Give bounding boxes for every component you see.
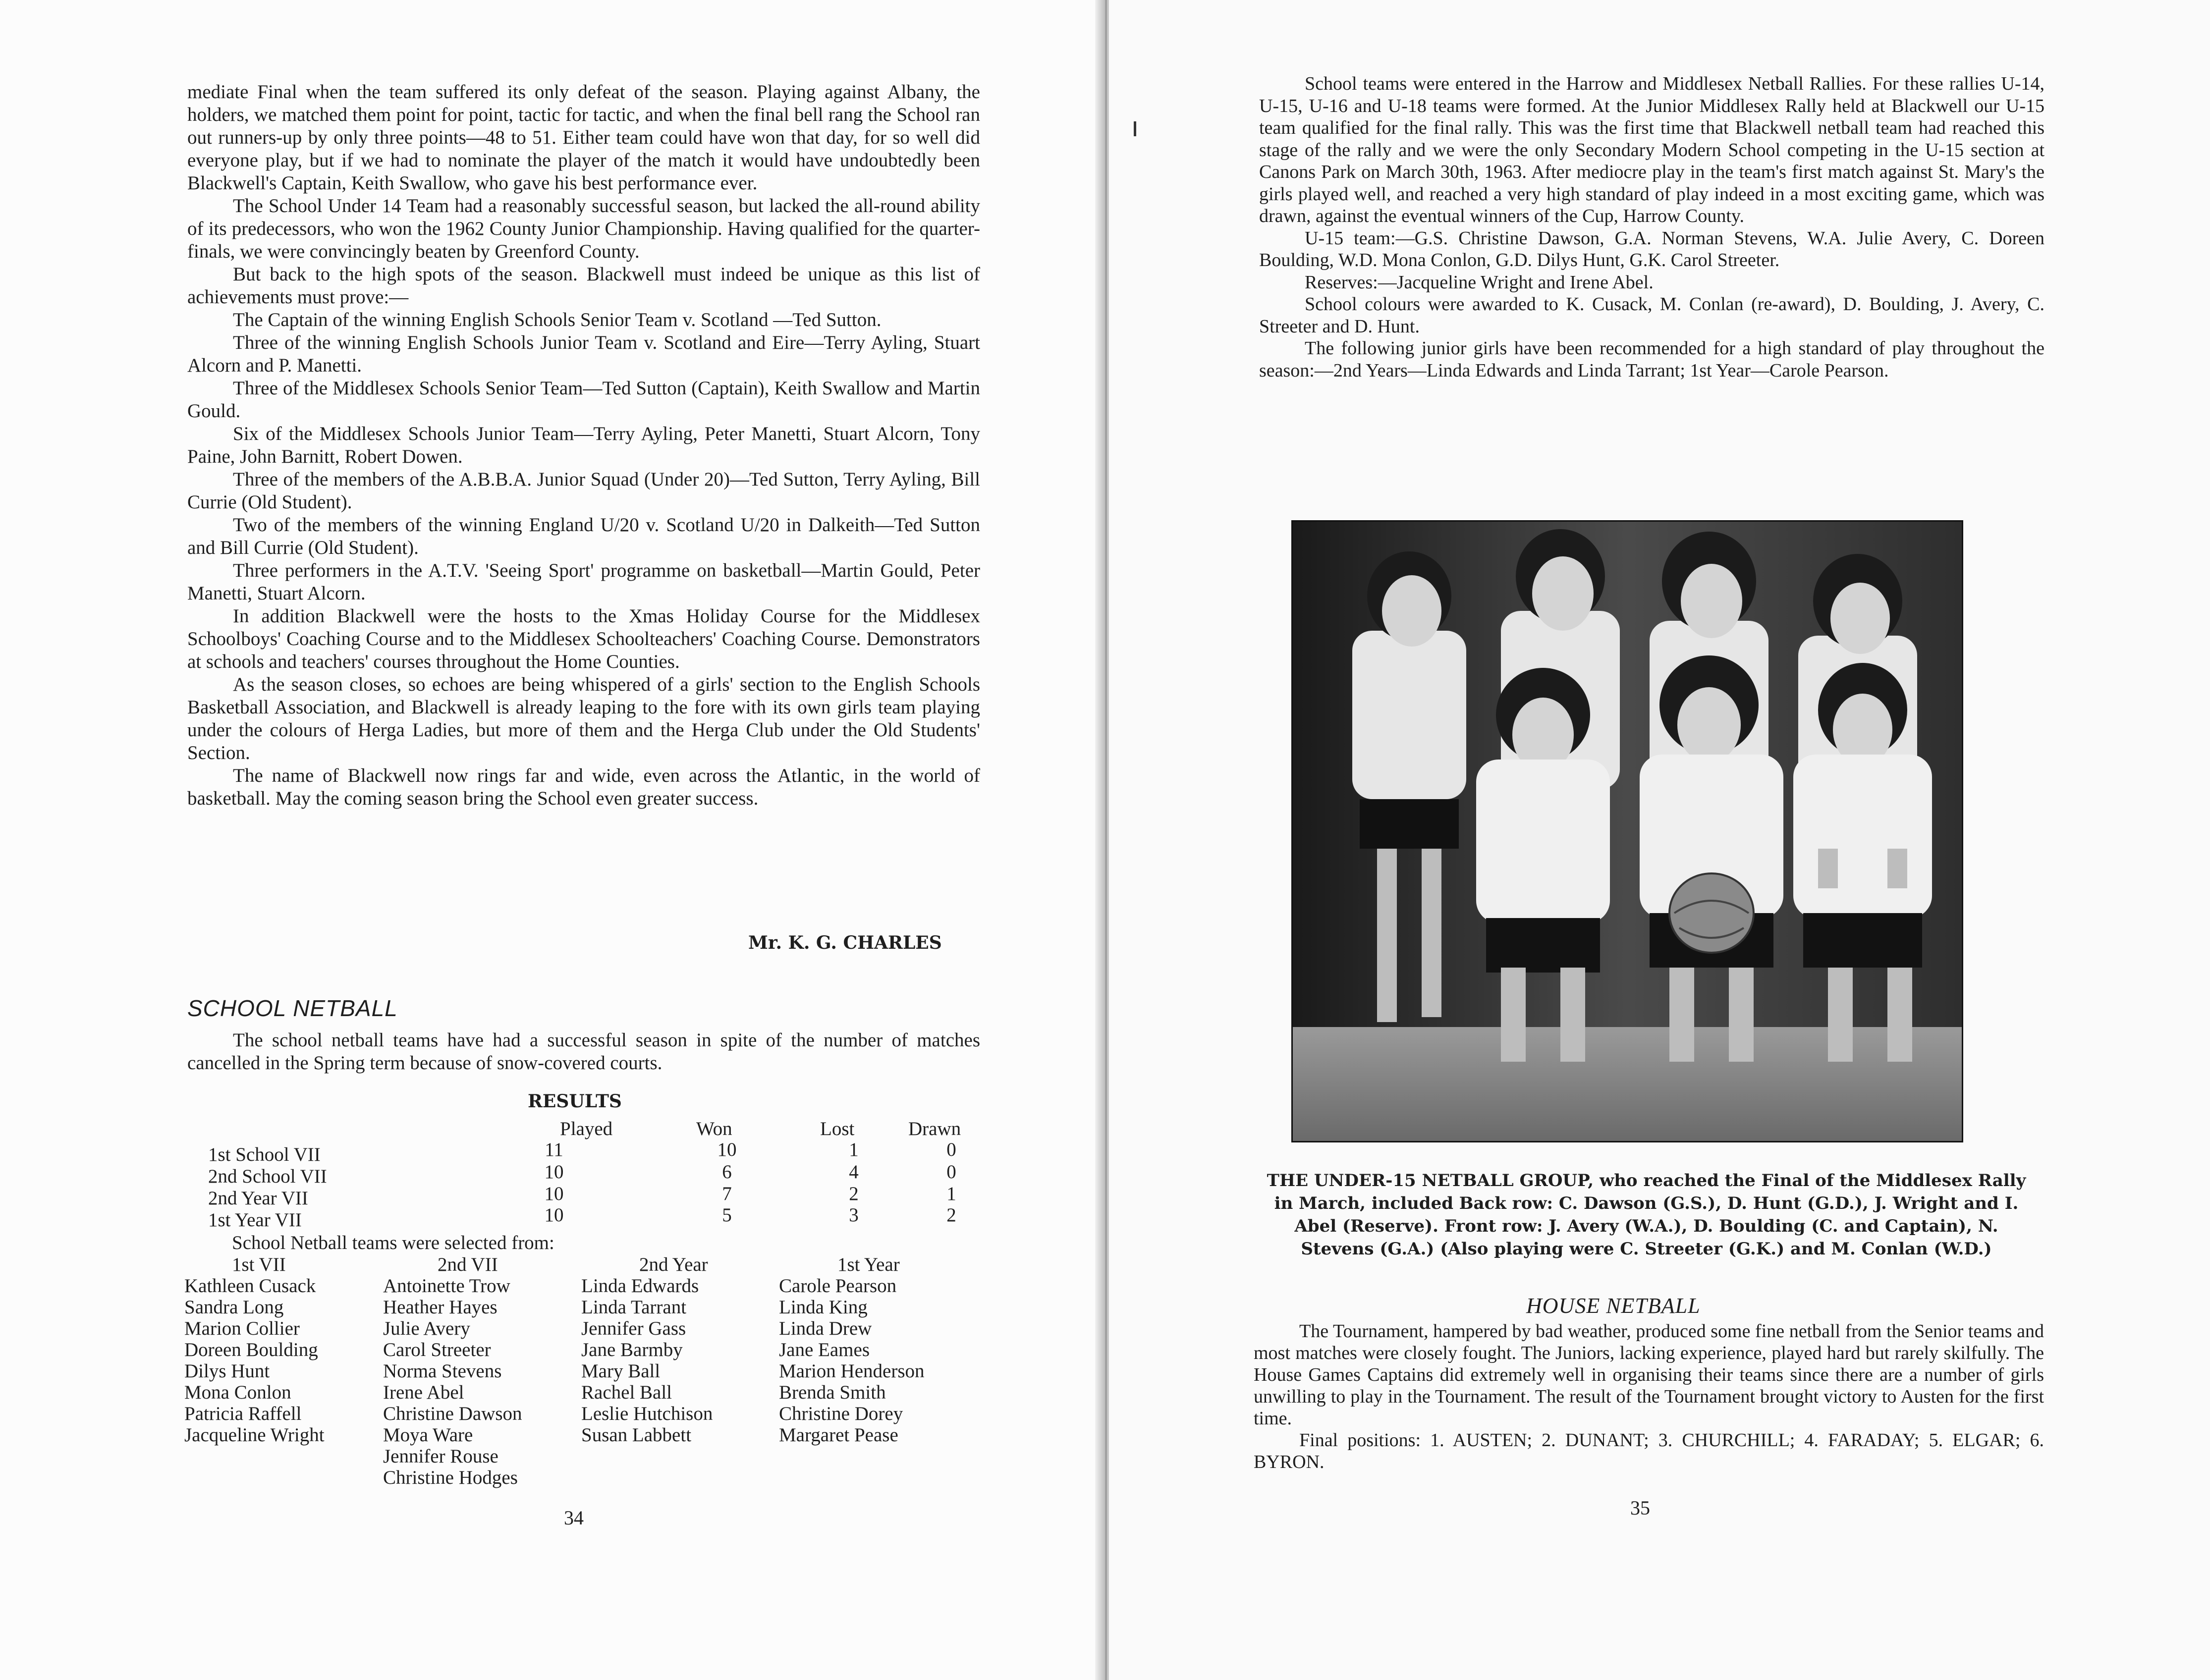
list-item: Antoinette Trow: [383, 1275, 510, 1297]
paragraph: Six of the Middlesex Schools Junior Team—Terry Ayling, Peter Manetti, Stuart Alcorn, Tony Paine, John Barnitt, Robert Dowen.: [187, 423, 980, 467]
teams-intro: School Netball teams were selected from:: [232, 1232, 554, 1253]
paragraph: The Tournament, hampered by bad weather, produced some fine netball from the Senior teams and most matches were closely fought. The Juniors, lacking experience, played hard but rarely skilfully. The House Games Captains did extremely well in organising their teams since there are a number of girls unwilling to play in the Tournament. The result of the Tournament brought victory to Austen for the first time.: [1254, 1321, 2044, 1429]
list-item: Mary Ball: [581, 1360, 661, 1382]
paragraph: U-15 team:—G.S. Christine Dawson, G.A. Norman Stevens, W.A. Julie Avery, C. Doreen Boulding, W.D. Mona Conlon, G.D. Dilys Hunt, G.K. Carol Streeter.: [1259, 227, 2044, 271]
results-won: 10: [717, 1139, 737, 1160]
list-item: Linda Drew: [779, 1318, 872, 1339]
results-team: 2nd School VII: [208, 1166, 327, 1187]
paragraph: As the season closes, so echoes are being whispered of a girls' section to the English Schools Basketball Association, and Blackwell is already leaping to the fore with its own girls team playing under the colours of Herga Ladies, but more of them and the Herga Club under the Old Students' Section.: [187, 674, 980, 763]
list-item: Patricia Raffell: [184, 1403, 302, 1424]
results-won: 5: [722, 1204, 732, 1226]
paragraph: Three of the Middlesex Schools Senior Team—Ted Sutton (Captain), Keith Swallow and Martin Gould.: [187, 378, 980, 422]
team-list-2nd-year: [581, 1275, 713, 1446]
results-lost: 4: [849, 1161, 859, 1183]
results-lost: 1: [849, 1139, 859, 1160]
team-list-1st-vii: [184, 1275, 325, 1446]
list-item: Doreen Boulding: [184, 1339, 318, 1360]
paragraph: The school netball teams have had a successful season in spite of the number of matches cancelled in the Spring term because of snow-covered courts.: [187, 1030, 980, 1074]
results-header-won: Won: [696, 1118, 732, 1139]
team-list-1st-year: [779, 1275, 925, 1446]
results-team: 1st School VII: [208, 1144, 321, 1165]
list-item: Christine Hodges: [383, 1467, 518, 1488]
list-item: Dilys Hunt: [184, 1360, 270, 1382]
list-item: Margaret Pease: [779, 1424, 898, 1446]
paragraph: But back to the high spots of the season. Blackwell must indeed be unique as this list of achievements must prove:—: [187, 264, 980, 308]
scan-speck: [1134, 121, 1136, 136]
netball-intro: [187, 1029, 980, 1075]
results-team: 2nd Year VII: [208, 1188, 308, 1209]
paragraph: Final positions: 1. AUSTEN; 2. DUNANT; 3. CHURCHILL; 4. FARADAY; 5. ELGAR; 6. BYRON.: [1254, 1430, 2044, 1472]
results-lost: 2: [849, 1183, 859, 1204]
paragraph: In addition Blackwell were the hosts to the Xmas Holiday Course for the Middlesex Schoolboys' Coaching Course and to the Middlesex Schoolteachers' Coaching Course. Demonstrators at schools and teachers' courses throughout the Home Counties.: [187, 605, 980, 672]
list-item: Christine Dawson: [383, 1403, 522, 1424]
paragraph: Three of the winning English Schools Junior Team v. Scotland and Eire—Terry Ayling, Stuart Alcorn and P. Manetti.: [187, 332, 980, 376]
house-netball-heading: HOUSE NETBALL: [1526, 1294, 1701, 1318]
team-heading-2nd-year: 2nd Year: [639, 1254, 708, 1275]
paragraph: Three performers in the A.T.V. 'Seeing Sport' programme on basketball—Martin Gould, Peter Manetti, Stuart Alcorn.: [187, 560, 980, 604]
list-item: Moya Ware: [383, 1424, 473, 1446]
list-item: Kathleen Cusack: [184, 1275, 316, 1297]
list-item: Rachel Ball: [581, 1382, 672, 1403]
team-photo-image: [1293, 522, 1962, 1141]
list-item: Sandra Long: [184, 1297, 284, 1318]
results-heading: RESULTS: [528, 1091, 622, 1112]
photo-caption: THE UNDER-15 NETBALL GROUP, who reached the Final of the Middlesex Rally in March, included Back row: C. Dawson (G.S.), D. Hunt (G.D.), J. Wright and I. Abel (Reserve). Front row: J. Avery (W.A.), D. Boulding (C. and Captain), N. Stevens (G.A.) (Also playing were C. Streeter (G.K.) and M. Conlan (W.D.): [1267, 1171, 2026, 1259]
results-played: 10: [544, 1183, 564, 1204]
results-drawn: 0: [946, 1139, 956, 1160]
school-netball-heading: SCHOOL NETBALL: [187, 995, 398, 1021]
results-won: 7: [722, 1183, 732, 1204]
results-team: 1st Year VII: [208, 1209, 302, 1231]
results-header-lost: Lost: [820, 1118, 855, 1139]
paragraph: The following junior girls have been recommended for a high standard of play throughout the season:—2nd Years—Linda Edwards and Linda Tarrant; 1st Year—Carole Pearson.: [1259, 338, 2044, 381]
results-played: 10: [544, 1161, 564, 1183]
team-heading-1st-year: 1st Year: [837, 1254, 900, 1275]
list-item: Heather Hayes: [383, 1297, 497, 1318]
list-item: Jane Eames: [779, 1339, 870, 1360]
list-item: Jennifer Rouse: [383, 1446, 498, 1467]
results-lost: 3: [849, 1204, 859, 1226]
team-heading-2nd-vii: 2nd VII: [438, 1254, 498, 1275]
results-drawn: 1: [946, 1183, 956, 1204]
paragraph: Two of the members of the winning England U/20 v. Scotland U/20 in Dalkeith—Ted Sutton and Bill Currie (Old Student).: [187, 514, 980, 558]
page-number-left: 34: [564, 1507, 584, 1529]
list-item: Christine Dorey: [779, 1403, 903, 1424]
list-item: Julie Avery: [383, 1318, 470, 1339]
list-item: Susan Labbett: [581, 1424, 692, 1446]
list-item: Jennifer Gass: [581, 1318, 686, 1339]
results-won: 6: [722, 1161, 732, 1183]
list-item: Norma Stevens: [383, 1360, 502, 1382]
results-header-drawn: Drawn: [908, 1118, 961, 1139]
list-item: Marion Collier: [184, 1318, 300, 1339]
list-item: Jacqueline Wright: [184, 1424, 325, 1446]
list-item: Irene Abel: [383, 1382, 464, 1403]
paragraph: School teams were entered in the Harrow and Middlesex Netball Rallies. For these rallies U-14, U-15, U-16 and U-18 teams were formed. At the Junior Middlesex Rally held at Blackwell our U-15 team qualified for the final rally. This was the first time that Blackwell netball team had reached this stage of the rally and we were the only Secondary Modern School competing in the U-15 section at Canons Park on March 30th, 1963. After mediocre play in the team's first match against St. Mary's the girls played well, and reached a very high standard of play indeed in a most exciting game, which was drawn, against the eventual winners of the Cup, Harrow County.: [1259, 73, 2044, 226]
list-item: Linda King: [779, 1297, 868, 1318]
list-item: Linda Edwards: [581, 1275, 699, 1297]
results-played: 10: [544, 1204, 564, 1226]
paragraph: The name of Blackwell now rings far and wide, even across the Atlantic, in the world of basketball. May the coming season bring the School even greater success.: [187, 765, 980, 809]
team-photograph: [1291, 520, 1963, 1142]
paragraph: The Captain of the winning English Schools Senior Team v. Scotland —Ted Sutton.: [233, 309, 882, 330]
paragraph: The School Under 14 Team had a reasonably successful season, but lacked the all-round ability of its predecessors, who won the 1962 County Junior Championship. Having qualified for the quarter-finals, we were convincingly beaten by Greenford County.: [187, 195, 980, 262]
right-body-text: [1259, 73, 2044, 381]
list-item: Mona Conlon: [184, 1382, 291, 1403]
list-item: Marion Henderson: [779, 1360, 925, 1382]
list-item: Carol Streeter: [383, 1339, 491, 1360]
author-signature: Mr. K. G. CHARLES: [748, 932, 942, 953]
left-page: [0, 0, 1101, 1680]
paragraph: Reserves:—Jacqueline Wright and Irene Abel.: [1305, 271, 1654, 293]
team-list-2nd-vii: [383, 1275, 522, 1488]
list-item: Jane Barmby: [581, 1339, 683, 1360]
list-item: Linda Tarrant: [581, 1297, 687, 1318]
results-header-played: Played: [560, 1118, 613, 1139]
list-item: Leslie Hutchison: [581, 1403, 713, 1424]
list-item: Carole Pearson: [779, 1275, 897, 1297]
list-item: Brenda Smith: [779, 1382, 886, 1403]
paragraph: School colours were awarded to K. Cusack, M. Conlan (re-award), D. Boulding, J. Avery, C. Streeter and D. Hunt.: [1259, 294, 2044, 337]
left-body-text: [187, 81, 980, 810]
team-heading-1st-vii: 1st VII: [232, 1254, 286, 1275]
house-netball-text: [1254, 1320, 2044, 1473]
page-number-right: 35: [1630, 1497, 1650, 1519]
paragraph: mediate Final when the team suffered its only defeat of the season. Playing against Albany, the holders, we matched them point for point, tactic for tactic, and when the final bell rang the School ran out runners-up by only three points—48 to 51. Either team could have won that day, for so well did everyone play, but if we had to nominate the player of the match it would have undoubtedly been Blackwell's Captain, Keith Swallow, who gave his best performance ever.: [187, 81, 980, 194]
paragraph: Three of the members of the A.B.B.A. Junior Squad (Under 20)—Ted Sutton, Terry Ayling, Bill Currie (Old Student).: [187, 469, 980, 513]
results-played: 11: [545, 1139, 563, 1160]
results-drawn: 0: [946, 1161, 956, 1183]
results-drawn: 2: [946, 1204, 956, 1226]
